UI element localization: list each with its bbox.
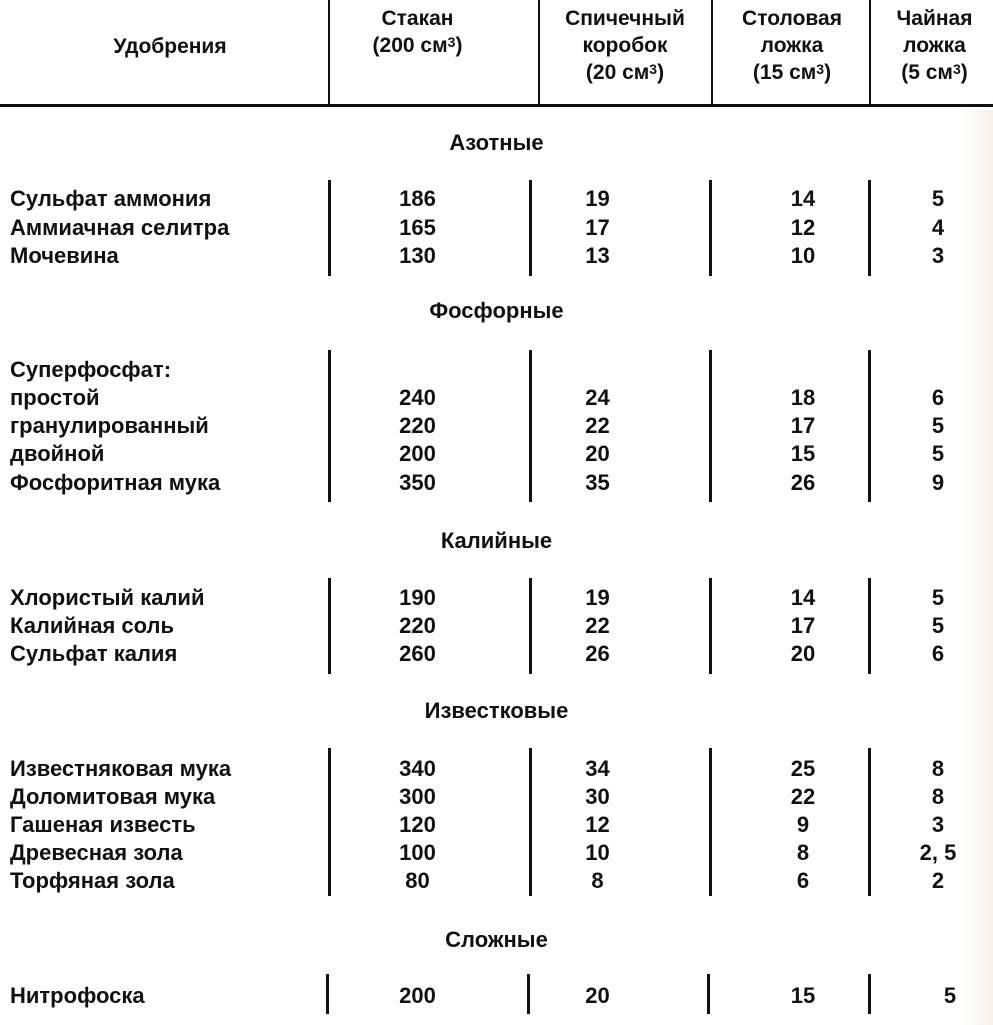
fertilizer-name: Сульфат аммония (10, 186, 212, 211)
header-divider (711, 0, 713, 104)
section-title-nitrogen: Азотные (449, 130, 544, 155)
table-row (0, 983, 993, 1011)
glass-value: 240 (399, 385, 436, 410)
teaspoon-value: 5 (931, 186, 945, 211)
fertilizer-name: двойной (10, 441, 105, 466)
table-row (0, 385, 993, 413)
fertilizer-name: Гашеная известь (10, 812, 196, 837)
table-row (0, 613, 993, 641)
table-row (0, 641, 993, 669)
table-row (0, 470, 993, 498)
matchbox-value: 10 (585, 840, 610, 865)
fertilizer-name: гранулированный (10, 413, 209, 438)
tablespoon-value: 17 (790, 613, 816, 638)
fertilizer-name: Нитрофоска (10, 983, 145, 1008)
matchbox-value: 35 (585, 470, 610, 495)
teaspoon-value: 3 (931, 243, 945, 268)
section-title-complex: Сложные (445, 927, 548, 952)
matchbox-value: 13 (585, 243, 610, 268)
glass-value: 300 (399, 784, 436, 809)
fertilizer-name: Древесная зола (10, 840, 183, 865)
glass-value: 220 (399, 613, 436, 638)
fertilizer-name: Мочевина (10, 243, 119, 268)
glass-value: 340 (399, 756, 436, 781)
glass-value: 220 (399, 413, 436, 438)
matchbox-value: 20 (585, 983, 610, 1008)
tablespoon-value: 15 (790, 983, 816, 1008)
matchbox-value: 22 (585, 613, 610, 638)
teaspoon-value: 6 (931, 385, 945, 410)
header-rule (0, 104, 993, 107)
tablespoon-value: 6 (796, 868, 810, 893)
tablespoon-value: 25 (790, 756, 816, 781)
teaspoon-value: 3 (931, 812, 945, 837)
table-row (0, 868, 993, 896)
header-fertilizer: Удобрения (113, 35, 227, 58)
teaspoon-value: 8 (931, 784, 945, 809)
glass-value: 165 (399, 215, 436, 240)
matchbox-value: 12 (585, 812, 610, 837)
glass-value: 120 (399, 812, 436, 837)
matchbox-value: 26 (585, 641, 610, 666)
glass-value: 130 (399, 243, 436, 268)
teaspoon-value: 5 (931, 413, 945, 438)
section-title-lime: Известковые (424, 698, 569, 723)
glass-value: 350 (399, 470, 436, 495)
table-row (0, 441, 993, 469)
fertilizer-name: Фосфоритная мука (10, 470, 221, 495)
glass-value: 200 (399, 441, 436, 466)
fertilizer-name: простой (10, 385, 100, 410)
table-row (0, 215, 993, 243)
teaspoon-value: 8 (931, 756, 945, 781)
table-row (0, 357, 993, 385)
teaspoon-value: 5 (931, 585, 945, 610)
matchbox-value: 17 (585, 215, 610, 240)
glass-value: 80 (405, 868, 430, 893)
tablespoon-value: 10 (790, 243, 816, 268)
teaspoon-value: 6 (931, 641, 945, 666)
teaspoon-value: 4 (931, 215, 945, 240)
glass-value: 260 (399, 641, 436, 666)
matchbox-value: 19 (585, 186, 610, 211)
fertilizer-name: Сульфат калия (10, 641, 178, 666)
glass-value: 200 (399, 983, 436, 1008)
teaspoon-value: 2 (931, 868, 945, 893)
fertilizer-name: Доломитовая мука (10, 784, 216, 809)
fertilizer-name: Калийная соль (10, 613, 175, 638)
tablespoon-value: 18 (790, 385, 816, 410)
fertilizer-name: Хлористый калий (10, 585, 205, 610)
fertilizer-name: Суперфосфат: (10, 357, 172, 382)
matchbox-value: 8 (591, 868, 604, 893)
fertilizer-name: Известняковая мука (10, 756, 232, 781)
tablespoon-value: 26 (790, 470, 816, 495)
section-title-phosphorus: Фосфорные (429, 298, 564, 323)
matchbox-value: 34 (585, 756, 610, 781)
tablespoon-value: 9 (796, 812, 810, 837)
header-divider (538, 0, 540, 104)
tablespoon-value: 20 (790, 641, 816, 666)
matchbox-value: 22 (585, 413, 610, 438)
matchbox-value: 24 (585, 385, 610, 410)
header-tablespoon: Столовая ложка (15 $см^3$) (742, 7, 842, 84)
teaspoon-value: 5 (931, 613, 945, 638)
matchbox-value: 20 (585, 441, 610, 466)
table-row (0, 413, 993, 441)
header-teaspoon: Чайная ложка (5 $см^3$) (896, 7, 973, 84)
fertilizer-name: Аммиачная селитра (10, 215, 230, 240)
fertilizer-name: Торфяная зола (10, 868, 175, 893)
matchbox-value: 19 (585, 585, 610, 610)
tablespoon-value: 22 (790, 784, 816, 809)
teaspoon-value: 5 (931, 441, 945, 466)
glass-value: 186 (399, 186, 436, 211)
glass-value: 100 (399, 840, 436, 865)
header-matchbox: Спичечный коробок (20 $см^3$) (565, 7, 685, 84)
table-row (0, 840, 993, 868)
matchbox-value: 30 (585, 784, 610, 809)
table-row (0, 756, 993, 784)
table-row (0, 784, 993, 812)
teaspoon-value: 5 (943, 983, 957, 1008)
tablespoon-value: 14 (790, 585, 816, 610)
teaspoon-value: 2, 5 (919, 840, 957, 865)
glass-value: 190 (399, 585, 436, 610)
tablespoon-value: 14 (790, 186, 816, 211)
tablespoon-value: 8 (796, 840, 810, 865)
section-title-potassium: Калийные (440, 528, 553, 553)
header-divider (328, 0, 330, 104)
header-divider (869, 0, 871, 104)
table-row (0, 812, 993, 840)
tablespoon-value: 12 (790, 215, 816, 240)
teaspoon-value: 9 (931, 470, 945, 495)
table-row (0, 585, 993, 613)
header-glass: Стакан (200 $см^3$) (372, 7, 463, 57)
table-row (0, 243, 993, 271)
tablespoon-value: 17 (790, 413, 816, 438)
table-row (0, 186, 993, 214)
tablespoon-value: 15 (790, 441, 816, 466)
